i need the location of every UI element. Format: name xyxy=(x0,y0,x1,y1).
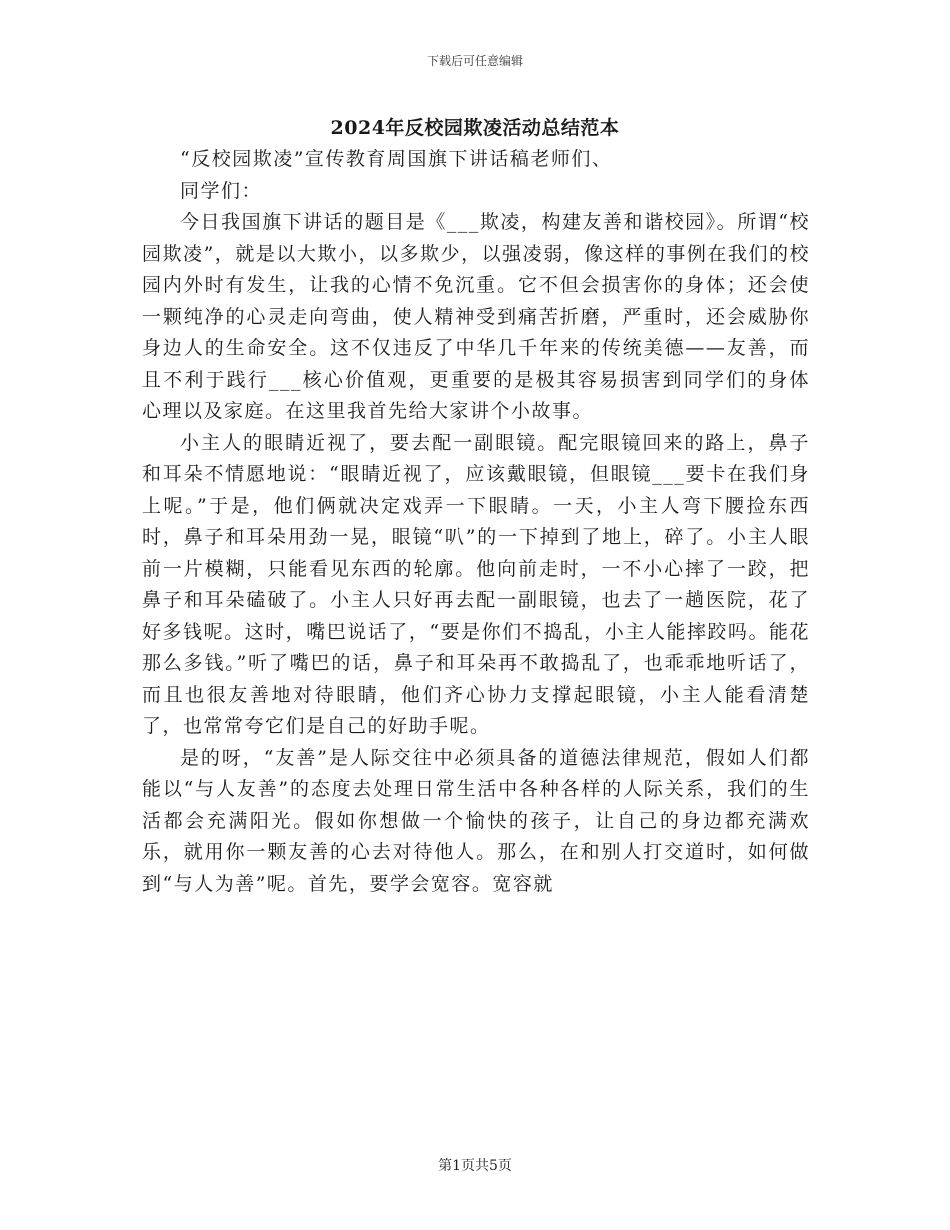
paragraph-salutation: 同学们： xyxy=(180,179,263,202)
page-header-note: 下载后可任意编辑 xyxy=(426,54,523,68)
document-title: 2024年反校园欺凌活动总结范本 xyxy=(330,117,620,139)
paragraph: 小主人的眼睛近视了，要去配一副眼镜。配完眼镜回来的路上，鼻子和耳朵不情愿地说：“眼睛近视了，应该戴眼镜，但眼镜___要卡在我们身上呢。”于是，他们俩就决定戏弄一下眼睛。一天，小主人弯下腰捡东西时，鼻子和耳朵用劲一晃，眼镜“叭”的一下掉到了地上，碎了。小主人眼前一片模糊，只能看见东西的轮廓。他向前走时，一不小心摔了一跤，把鼻子和耳朵磕破了。小主人只好再去配一副眼镜，也去了一趟医院，花了好多钱呢。这时，嘴巴说话了，“要是你们不捣乱，小主人能摔跤吗。能花那么多钱。”听了嘴巴的话，鼻子和耳朵再不敢捣乱了，也乖乖地听话了，而且也很友善地对待眼睛，他们齐心协力支撑起眼镜，小主人能看清楚了，也常常夸它们是自己的好助手呢。 xyxy=(142,431,810,737)
page-number: 第1页共5页 xyxy=(438,1158,512,1174)
paragraph: 是的呀，“友善”是人际交往中必须具备的道德法律规范，假如人们都能以“与人友善”的态度去处理日常生活中各种各样的人际关系，我们的生活都会充满阳光。假如你想做一个愉快的孩子，让自己的身边都充满欢乐，就用你一颗友善的心去对待他人。那么，在和别人打交道时，如何做到“与人为善”呢。首先，要学会宽容。宽容就 xyxy=(142,746,810,895)
paragraph-subtitle: “反校园欺凌”宣传教育周国旗下讲话稿老师们、 xyxy=(180,148,613,170)
paragraph: 今日我国旗下讲话的题目是《___欺凌，构建友善和谐校园》。所谓“校园欺凌”，就是以大欺小，以多欺少，以强凌弱，像这样的事例在我们的校园内外时有发生，让我的心情不免沉重。它不但会损害你的身体；还会使一颗纯净的心灵走向弯曲，使人精神受到痛苦折磨，严重时，还会威胁你身边人的生命安全。这不仅违反了中华几千年来的传统美德——友善，而且不利于践行___核心价值观，更重要的是极其容易损害到同学们的身体心理以及家庭。在这里我首先给大家讲个小故事。 xyxy=(142,211,810,422)
document-body xyxy=(142,144,810,900)
